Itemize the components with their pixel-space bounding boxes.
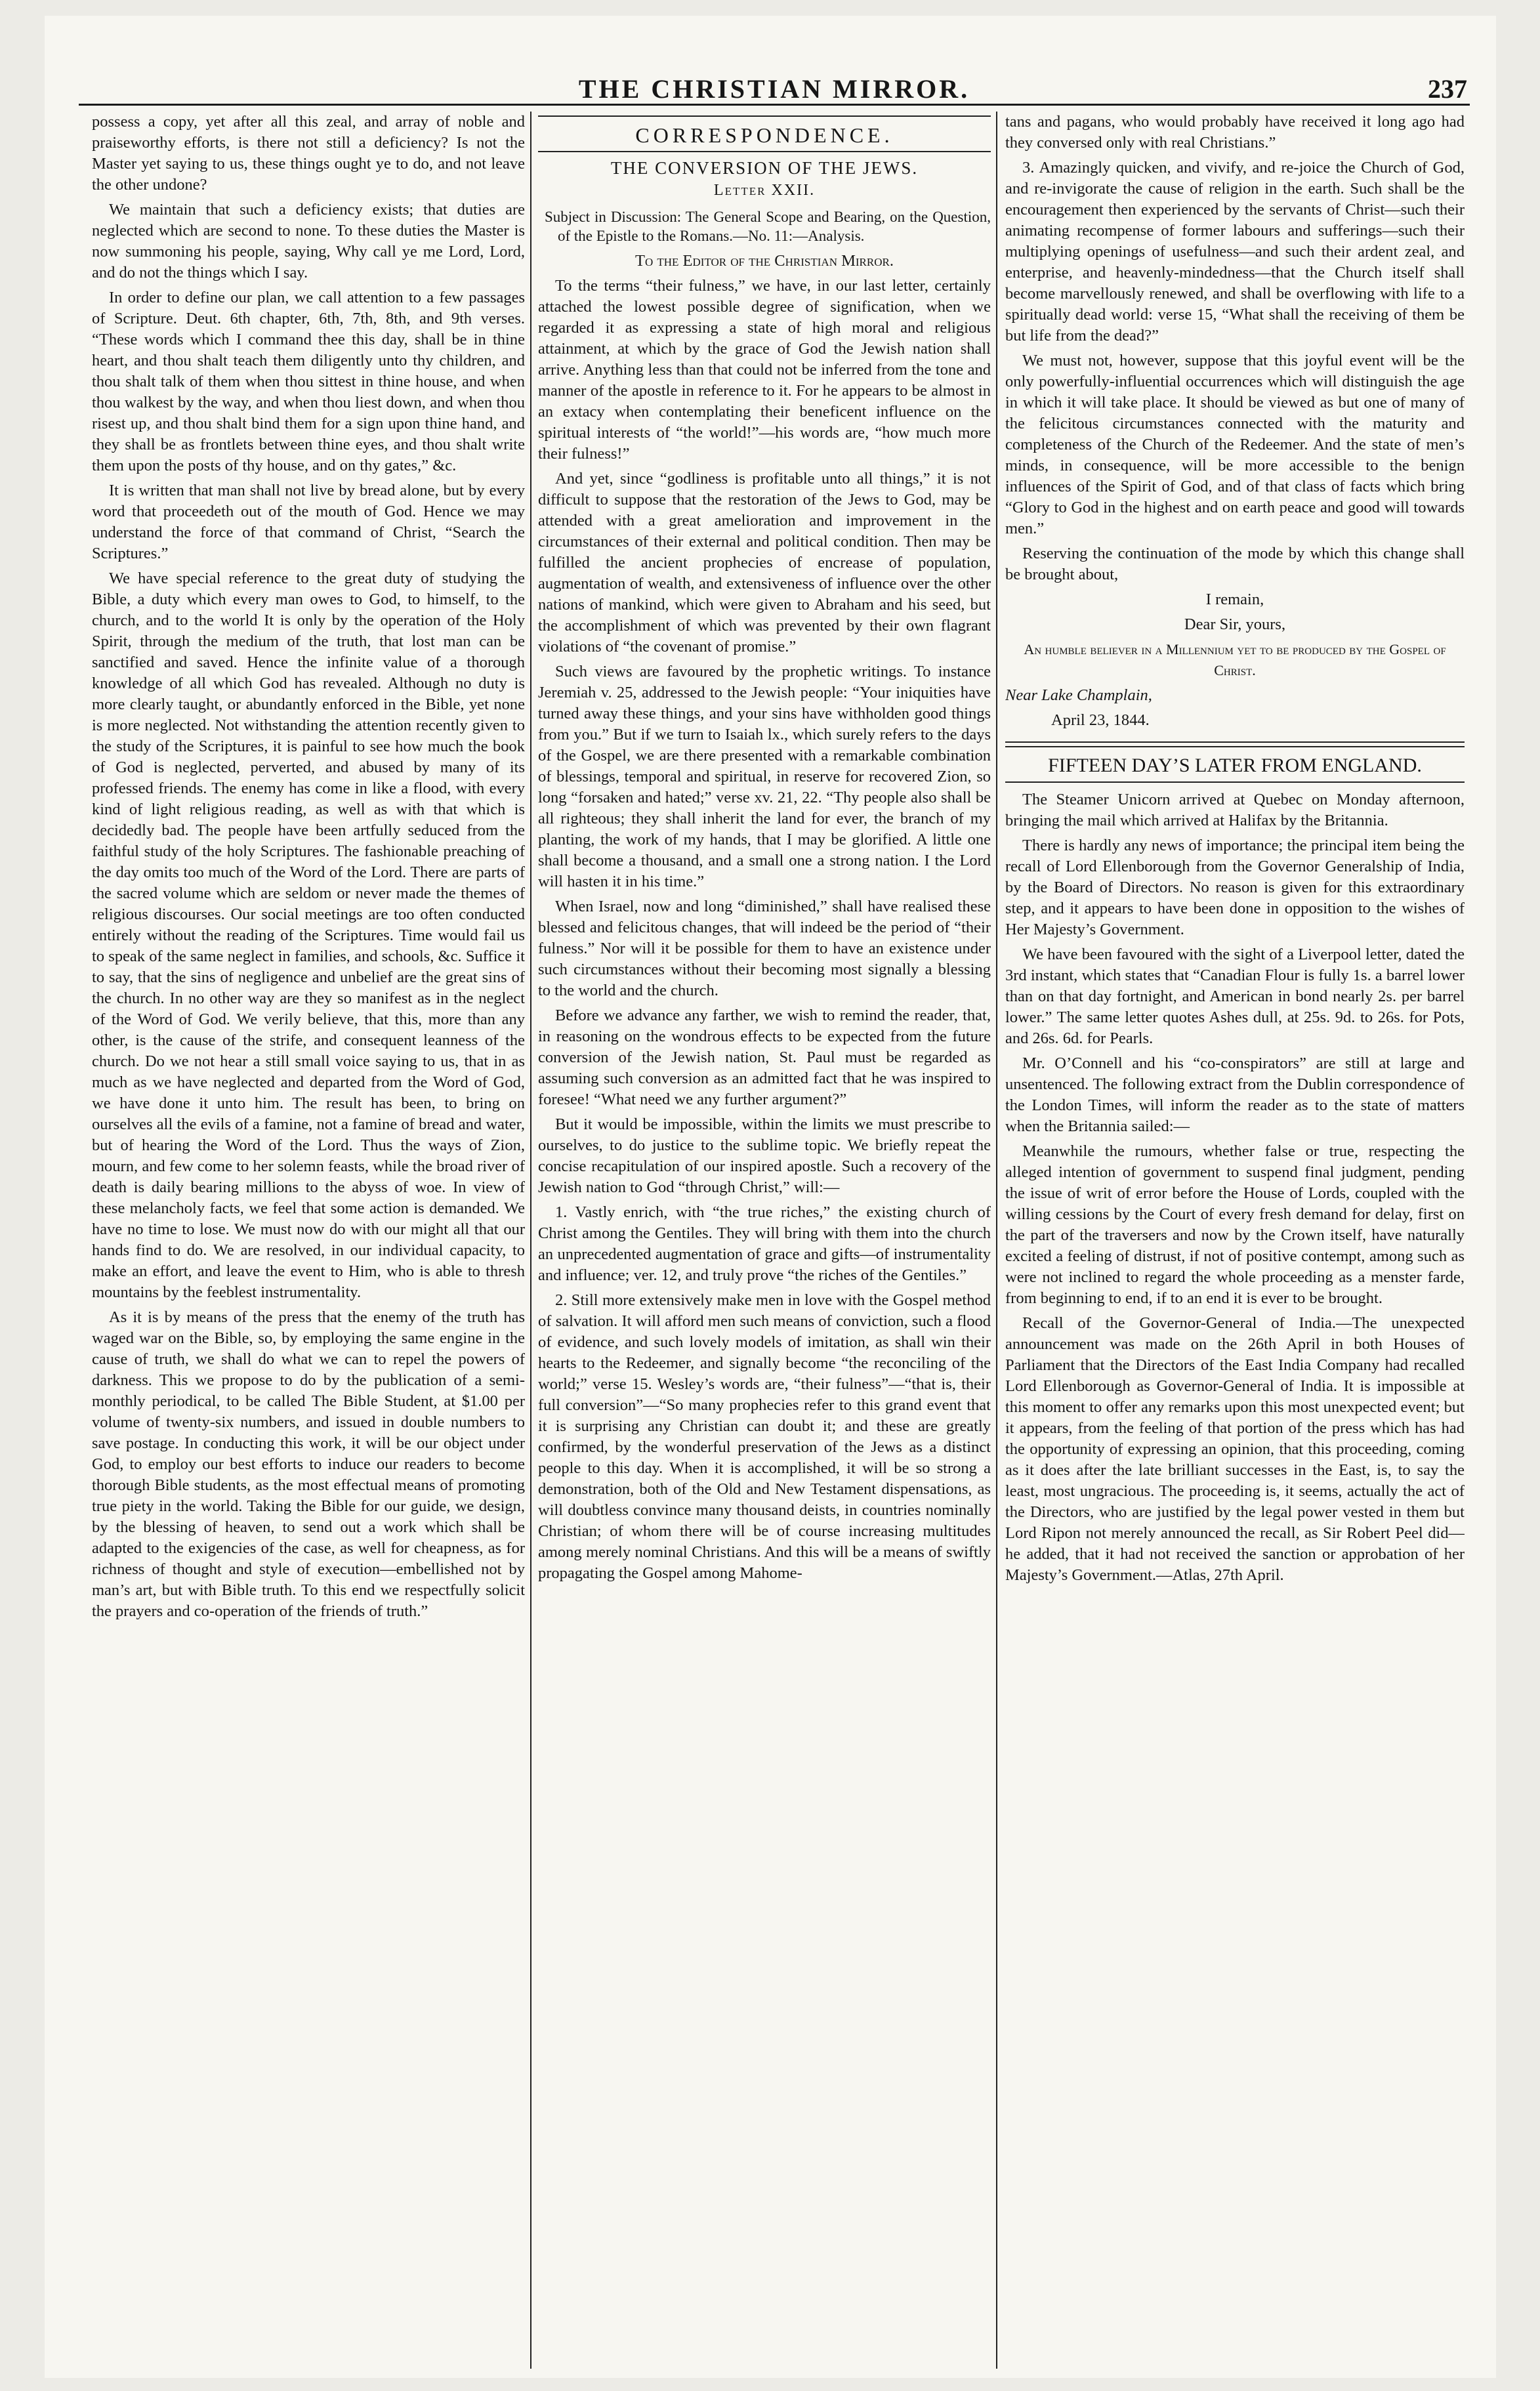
section-rule bbox=[538, 151, 991, 152]
signature: An humble believer in a Millennium yet to be produced by the Gospel of Christ. bbox=[1024, 641, 1446, 678]
paragraph: As it is by means of the press that the enemy of the truth has waged war on the Bible, so, by employing the same engine in the cause of truth, we shall do what we can to repel the powers of darkness. This we propose to do by the publication of a semi-monthly periodical, to be called The Bible Student, at $1.00 per volume of twenty-six numbers, and issued in double numbers to save postage. In conducting this work, it will be our object under God, to employ our best efforts to induce our readers to become thorough Bible students, as the most effectual means of promoting true piety in the world. Taking the Bible for our guide, we design, by the blessing of heaven, to send out a work which shall be adapted to the exigencies of the case, as well for cheapness, as for richness of thought and style of execution—embellished not by man’s art, but with Bible truth. To this end we respectfully solicit the prayers and co-operation of the friends of truth.” bbox=[92, 1308, 525, 1620]
news-paragraph: The Steamer Unicorn arrived at Quebec on Monday afternoon, bringing the mail which arrived at Halifax by the Britannia. bbox=[1005, 791, 1465, 829]
masthead-title: THE CHRISTIAN MIRROR. bbox=[578, 74, 970, 104]
paragraph: But it would be impossible, within the limits we must prescribe to ourselves, to do justice to the sublime topic. We briefly repeat the concise recapitulation of our inspired apostle. Such a recovery of the Jewish nation to God “through Christ,” will:— bbox=[538, 1115, 991, 1196]
paragraph: Reserving the continuation of the mode by which this change shall be brought about, bbox=[1005, 545, 1465, 583]
salutation: To the Editor of the Christian Mirror. bbox=[635, 252, 894, 270]
paragraph: Such views are favoured by the prophetic writings. To instance Jeremiah v. 25, addressed to the Jewish people: “Your iniquities have turned away these things, and your sins have withholden good things from you.” But if we turn to Isaiah lx., which surely refers to the days of the Gospel, we are there presented with a remarkable combination of blessings, temporal and spiritual, in reserve for recovered Zion, so long “forsaken and hated;” verse xv. 21, 22. “Thy people also shall be all righteous; they shall inherit the land for ever, the branch of my planting, the work of my hands, that I may be glorified. A little one shall become a thousand, and a small one a strong nation. I the Lord will hasten it in his time.” bbox=[538, 663, 991, 890]
news-paragraph: Meanwhile the rumours, whether false or true, respecting the alleged intention of government to suspend final judgment, pending the issue of writ of error before the House of Lords, coupled with the willing cessions by the Court of every fresh demand for delay, first on the part of the traversers and now by the Crown itself, have naturally excited a feeling of distrust, if not of positive contempt, among such as were not inclined to regard the whole proceeding as a menster farde, from beginning to end, if to an end it is ever to be brought. bbox=[1005, 1142, 1465, 1307]
news-paragraph: Recall of the Governor-General of India.—The unexpected announcement was made on the 26th April in both Houses of Parliament that the Directors of the East India Company had recalled Lord Ellenborough as Governor-General of India. It is impossible at this moment to offer any remarks upon this most unexpected event; but it appears, from the feeling of that portion of the press which has had the opportunity of expressing an opinion, that this proceeding, coming as it does after the late brilliant successes in the East, is, to say the least, most ungracious. The proceeding is, it seems, actually the act of the Directors, who are justified by the legal power vested in them but Lord Ripon not merely announced the recall, as Sir Robert Peel did—he added, that it had not received the sanction or approbation of her Majesty’s Government.—Atlas, 27th April. bbox=[1005, 1314, 1465, 1584]
section-rule bbox=[1005, 741, 1465, 747]
closing: I remain, bbox=[1205, 591, 1264, 608]
subject-line: Subject in Discussion: The General Scope and Bearing, on the Question, of the Epistle to the Romans.—No. 11:—Analysis. bbox=[545, 209, 991, 244]
dateline-date: April 23, 1844. bbox=[1051, 711, 1150, 729]
column-right bbox=[1005, 112, 1465, 2369]
paragraph: We maintain that such a deficiency exists; that duties are neglected which are second to none. To these duties the Master is now summoning his people, saying, Why call ye me Lord, Lord, and do not the things which I say. bbox=[92, 201, 525, 281]
column-divider bbox=[996, 112, 997, 2369]
paragraph: tans and pagans, who would probably have received it long ago had they conversed only with real Christians.” bbox=[1005, 113, 1465, 152]
paragraph: We must not, however, suppose that this joyful event will be the only powerfully-influential occurrences which will distinguish the age in which it will take place. It should be viewed as but one of many of the felicitous circumstances connected with the maturity and completeness of the Church of the Redeemer. And the state of men’s minds, in consequence, will be more accessible to the benign influences of the Spirit of God, and of that class of facts which bring “Glory to God in the highest and on earth peace and good will towards men.” bbox=[1005, 352, 1465, 537]
column-divider bbox=[530, 112, 531, 2369]
column-left bbox=[92, 112, 525, 2369]
article-title: THE CONVERSION OF THE JEWS. bbox=[610, 158, 919, 178]
news-paragraph: We have been favoured with the sight of a Liverpool letter, dated the 3rd instant, which states that “Canadian Flour is fully 1s. a barrel lower than on that day fortnight, and American in bond nearly 2s. per barrel lower.” The same letter quotes Ashes dull, at 25s. 9d. to 26s. for Pots, and 26s. 6d. for Pearls. bbox=[1005, 946, 1465, 1047]
closing-salutation: Dear Sir, yours, bbox=[1184, 615, 1286, 633]
section-rule bbox=[1005, 781, 1465, 783]
paragraph: possess a copy, yet after all this zeal, and array of noble and praiseworthy efforts, is there not still a deficiency? Is not the Master yet saying to us, these things ought ye to do, and not leave the other undone? bbox=[92, 113, 525, 194]
news-paragraph: There is hardly any news of importance; the principal item being the recall of Lord Ellenborough from the Governor Generalship of India, by the Board of Directors. No reason is given for this extraordinary step, and it appears to have been done in opposition to the wishes of Her Majesty’s Government. bbox=[1005, 837, 1465, 938]
paragraph: When Israel, now and long “diminished,” shall have realised these blessed and felicitous changes, that will indeed be the period of “their fulness.” Nor will it be possible for them to have an existence under such circumstances without their becoming most signally a blessing to the world and the church. bbox=[538, 898, 991, 999]
paragraph: 1. Vastly enrich, with “the true riches,” the existing church of Christ among the Gentiles. They will bring with them into the church an unprecedented augmentation of grace and gifts—of instrumentality and influence; ver. 12, and truly prove “the riches of the Gentiles.” bbox=[538, 1203, 991, 1284]
paragraph: It is written that man shall not live by bread alone, but by every word that proceedeth out of the mouth of God. Hence we may understand the force of that command of Christ, “Search the Scriptures.” bbox=[92, 482, 525, 562]
paragraph: And yet, since “godliness is profitable unto all things,” it is not difficult to suppose that the restoration of the Jews to God, may be attended with a great amelioration and improvement in the circumstances of their external and political condition. Then may be fulfilled the ancient prophecies of encrease of population, augmentation of wealth, and extensiveness of influence over the other nations of mankind, which were given to Abraham and his seed, but the accomplishment of which was prevented by their own flagrant violations of “the covenant of promise.” bbox=[538, 470, 991, 655]
paragraph: We have special reference to the great duty of studying the Bible, a duty which every man owes to God, to himself, to the church, and to the world It is only by the operation of the Holy Spirit, through the medium of the truth, that lost man can be sanctified and saved. Hence the infinite value of a thorough knowledge of all which God has revealed. Although no duty is more clearly taught, or abundantly enforced in the Bible, yet none is more neglected. Not withstanding the attention recently given to the study of the Scriptures, it is painful to see how much the book of God is neglected, perverted, and abused by many of its professed friends. The enemy has come in like a flood, with every kind of light religious reading, as well as with that which is decidedly bad. The people have been artfully seduced from the faithful study of the holy Scriptures. The fashionable preaching of the day omits too much of the Word of the Lord. There are parts of the sacred volume which are seldom or never made the themes of religious discourses. Our social meetings are too often conducted entirely without the reading of the Scriptures. Time would fail us to speak of the same neglect in families, and schools, &c. Suffice it to say, that the sins of negligence and unbelief are the great sins of the church. In no other way are they so manifest as in the neglect of the Word of God. We verily believe, that this, more than any other, is the cause of the strife, and consequent leanness of the church. Do we not hear a still small voice saying to us, that in as much as we have neglected and departed from the Word of God, we have done it unto him. The result has been, to bring on ourselves all the evils of a famine, not a famine of bread and water, but of hearing the Word of the Lord. Thus the ways of Zion, mourn, and few come to her solemn feasts, while the broad river of death is daily bearing millions to the abyss of woe. In view of these melancholy facts, we feel that some action is demanded. We have no time to lose. We must now do with our might all that our hands find to do. We are resolved, in our individual capacity, to make an effort, and leave the event to Him, who is able to thresh mountains by the feeblest instrumentality. bbox=[92, 570, 525, 1301]
section-rule bbox=[538, 115, 991, 117]
paragraph: Before we advance any farther, we wish to remind the reader, that, in reasoning on the wondrous effects to be expected from the future conversion of the Jewish nation, St. Paul must be regarded as assuming such conversion as an admitted fact that he was inspired to foresee! “What need we any further argument?” bbox=[538, 1007, 991, 1108]
section-heading: CORRESPONDENCE. bbox=[635, 123, 894, 147]
dateline-place: Near Lake Champlain, bbox=[1005, 686, 1152, 704]
paragraph: In order to define our plan, we call attention to a few passages of Scripture. Deut. 6th chapter, 6th, 7th, 8th, and 9th verses. “These words which I command thee this day, shall be in thine heart, and thou shalt teach them diligently unto thy children, and thou shalt talk of them when thou sittest in thine house, and when thou walkest by the way, and when thou liest down, and when thou risest up, and thou shalt bind them for a sign upon thine hand, and they shall be as frontlets between thine eyes, and thou shalt write them upon the posts of thy house, and on thy gates,” &c. bbox=[92, 289, 525, 474]
column-middle bbox=[538, 112, 991, 2369]
paragraph: 3. Amazingly quicken, and vivify, and re-joice the Church of God, and re-invigorate the cause of religion in the earth. Such shall be the encouragement then experienced by the servants of Christ—such their animating recompense of former labours and sufferings—such their multiplying openings of usefulness—and such their ardent zeal, and enterprise, and heavenly-mindedness—that the Church itself shall become marvellously renewed, and shall be overflowing with life to a spiritually dead world: verse 15, “What shall the receiving of them be but life from the dead?” bbox=[1005, 159, 1465, 344]
paragraph: To the terms “their fulness,” we have, in our last letter, certainly attached the lowest possible degree of signification, when we regarded it as expressing a state of high moral and religious attainment, at which by the grace of God the Jewish nation shall arrive. Anything less than that could not be inferred from the tone and manner of the apostle in reference to it. For he appears to be almost in an extacy when contemplating their beneficent influence on the spiritual interests of “the world!”—his words are, “how much more their fulness!” bbox=[538, 277, 991, 463]
news-paragraph: Mr. O’Connell and his “co-conspirators” are still at large and unsentenced. The following extract from the Dublin correspondence of the London Times, will inform the reader as to the state of matters when the Britannia sailed:— bbox=[1005, 1054, 1465, 1135]
letter-number: Letter XXII. bbox=[713, 182, 816, 199]
page-number: 237 bbox=[1428, 74, 1467, 104]
page-header bbox=[79, 64, 1470, 106]
news-title: FIFTEEN DAY’S LATER FROM ENGLAND. bbox=[1048, 755, 1422, 776]
paragraph: 2. Still more extensively make men in love with the Gospel method of salvation. It will afford men such means of conviction, such a flood of evidence, and such lovely models of imitation, as shall win their hearts to the Redeemer, and signally become “the reconciling of the world;” verse 15. Wesley’s words are, “their fulness”—“that is, their full conversion”—“So many prophecies refer to this grand event that it is surprising any Christian can doubt it; and these are greatly confirmed, by the wonderful preservation of the Jews as a distinct people to this day. When it is accomplished, it will be so strong a demonstration, both of the Old and New Testament dispensations, as will doubtless convince many thousand deists, in countries nominally Christian; of whom there will be of course increasing multitudes among merely nominal Christians. And this will be a means of swiftly propagating the Gospel among Mahome- bbox=[538, 1291, 991, 1582]
